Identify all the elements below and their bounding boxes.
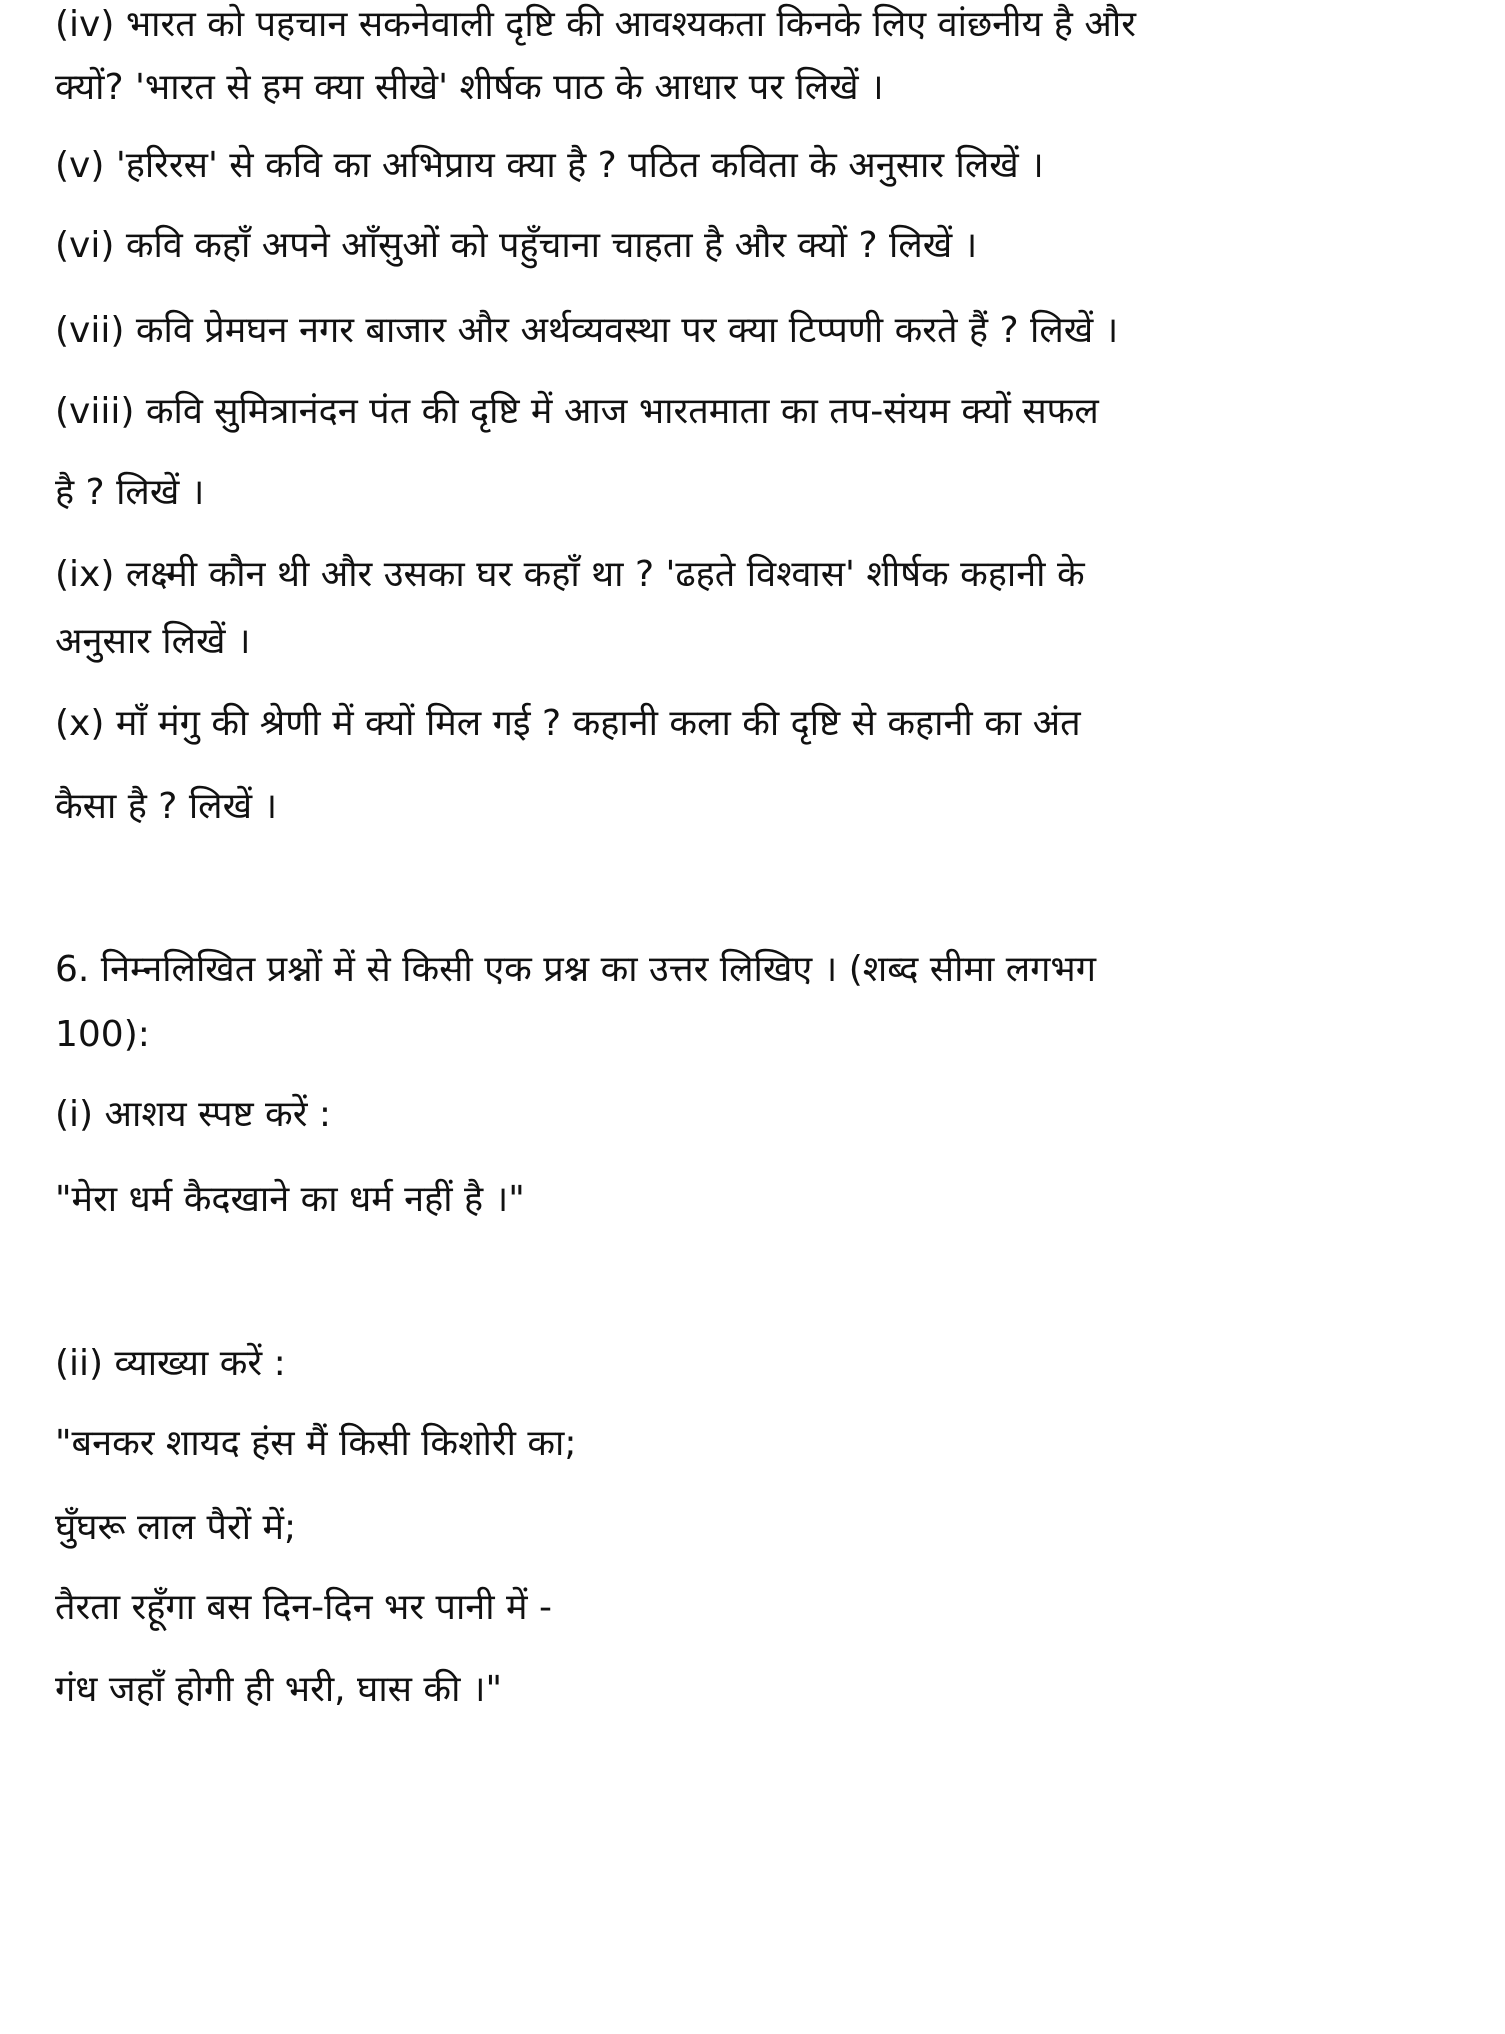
question-6-line1: 6. निम्नलिखित प्रश्नों में से किसी एक प्रश्न का उत्तर लिखिए । (शब्द सीमा लगभग bbox=[55, 949, 1096, 990]
poem-line-4: गंध जहाँ होगी ही भरी, घास की ।" bbox=[55, 1669, 503, 1710]
question-vii: (vii) कवि प्रेमघन नगर बाजार और अर्थव्यवस्था पर क्या टिप्पणी करते हैं ? लिखें । bbox=[55, 310, 1119, 351]
question-ix-line2: अनुसार लिखें । bbox=[55, 621, 251, 662]
question-iv-line2: क्यों? 'भारत से हम क्या सीखे' शीर्षक पाठ के आधार पर लिखें । bbox=[55, 67, 884, 108]
question-6-i-heading: (i) आशय स्पष्ट करें : bbox=[55, 1094, 331, 1135]
poem-line-2: घुँघरू लाल पैरों में; bbox=[55, 1507, 297, 1548]
question-ix-line1: (ix) लक्ष्मी कौन थी और उसका घर कहाँ था ? 'ढहते विश्वास' शीर्षक कहानी के bbox=[55, 554, 1085, 595]
question-x-line2: कैसा है ? लिखें । bbox=[55, 786, 278, 827]
question-v: (v) 'हरिरस' से कवि का अभिप्राय क्या है ? पठित कविता के अनुसार लिखें । bbox=[55, 145, 1044, 186]
question-x-line1: (x) माँ मंगु की श्रेणी में क्यों मिल गई ? कहानी कला की दृष्टि से कहानी का अंत bbox=[55, 703, 1081, 744]
question-6-ii-heading: (ii) व्याख्या करें : bbox=[55, 1343, 286, 1384]
poem-line-3: तैरता रहूँगा बस दिन-दिन भर पानी में - bbox=[55, 1587, 552, 1628]
poem-line-1: "बनकर शायद हंस मैं किसी किशोरी का; bbox=[55, 1423, 577, 1464]
question-iv-line1: (iv) भारत को पहचान सकनेवाली दृष्टि की आवश्यकता किनके लिए वांछनीय है और bbox=[55, 4, 1136, 45]
question-vi: (vi) कवि कहाँ अपने आँसुओं को पहुँचाना चाहता है और क्यों ? लिखें । bbox=[55, 225, 978, 266]
question-viii-line1: (viii) कवि सुमित्रानंदन पंत की दृष्टि में आज भारतमाता का तप-संयम क्यों सफल bbox=[55, 391, 1099, 432]
question-6-line2: 100): bbox=[55, 1014, 150, 1055]
question-6-i-quote: "मेरा धर्म कैदखाने का धर्म नहीं है ।" bbox=[55, 1179, 525, 1220]
question-viii-line2: है ? लिखें । bbox=[55, 472, 205, 513]
